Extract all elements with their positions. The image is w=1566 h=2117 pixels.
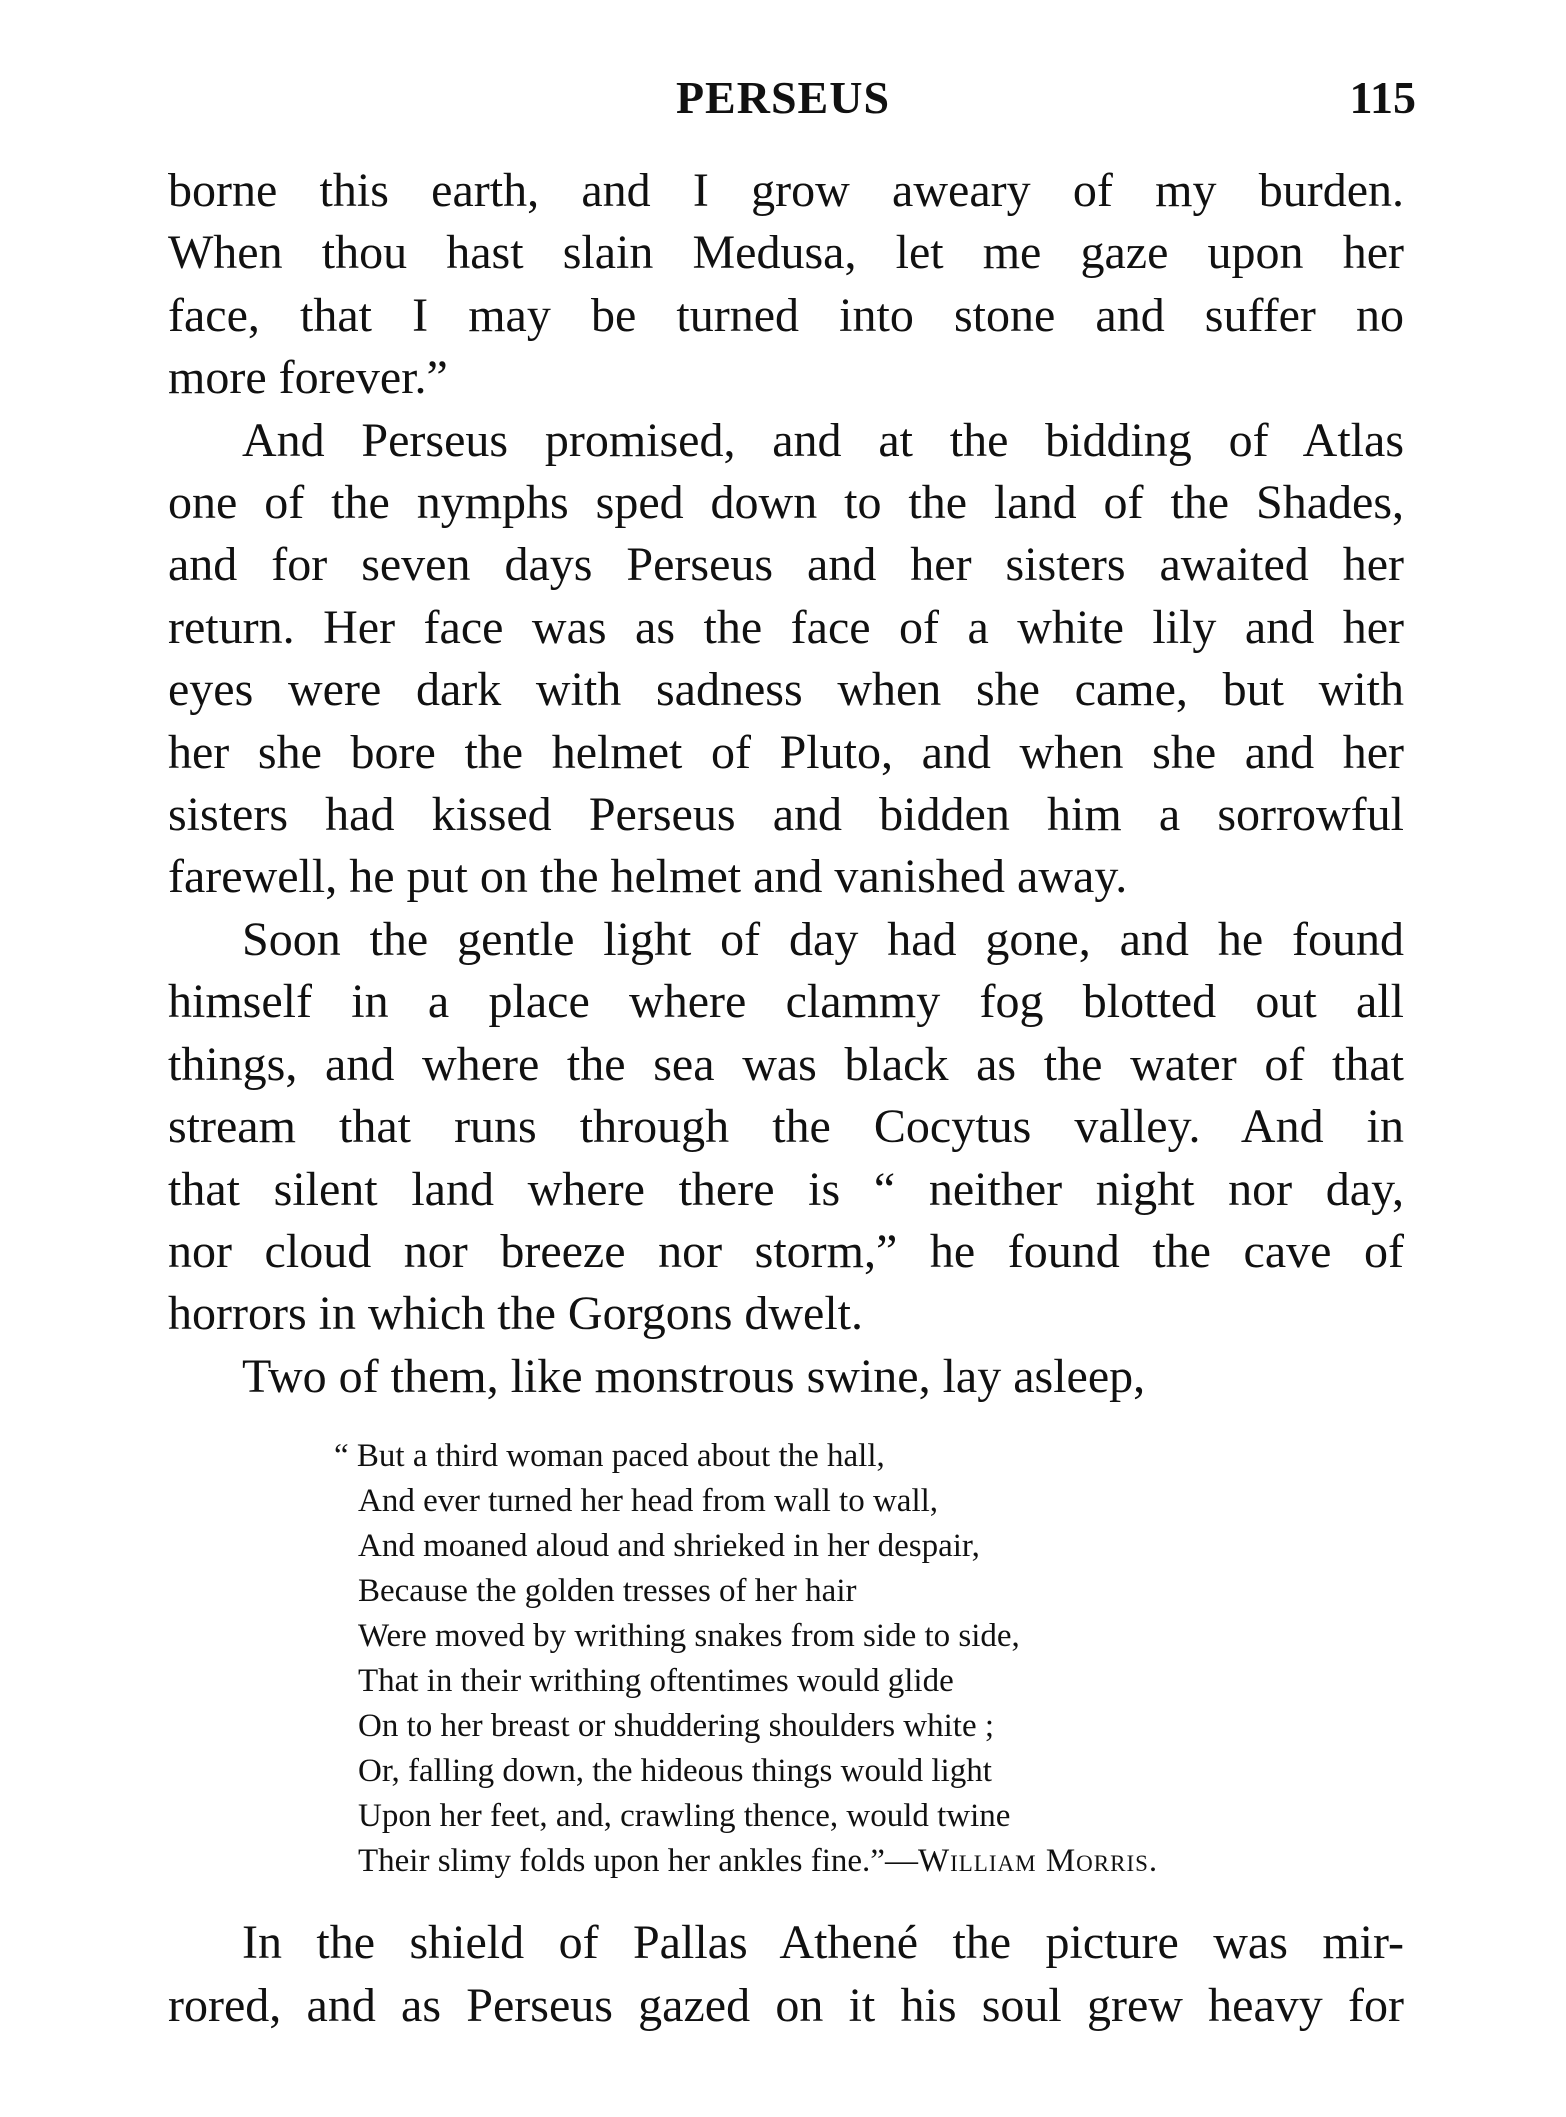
text-line: borne this earth, and I grow aweary of my burden. <box>168 164 1404 217</box>
poem-line: On to her breast or shuddering shoulders white ; <box>358 1708 995 1745</box>
text-line: And Perseus promised, and at the bidding of Atlas <box>242 413 1404 467</box>
paragraph-5 <box>168 1912 1404 2037</box>
text-line: that silent land where there is “ neither night nor day, <box>168 1162 1404 1216</box>
paragraph-4 <box>168 1346 1404 1408</box>
page-number: 115 <box>1349 72 1416 123</box>
poem-attribution: William Morris. <box>917 1843 1159 1880</box>
text-line: horrors in which the Gorgons dwelt. <box>168 1287 864 1341</box>
poem-line-final <box>358 1839 1404 1884</box>
body-text <box>168 160 1404 2037</box>
text-line: face, that I may be turned into stone and suffer no <box>168 288 1404 342</box>
text-line: and for seven days Perseus and her sisters awaited her <box>168 538 1404 592</box>
paragraph-1 <box>168 160 1404 410</box>
poem-line: Were moved by writhing snakes from side to side, <box>358 1618 1020 1655</box>
poem-line: And moaned aloud and shrieked in her despair, <box>358 1528 980 1565</box>
text-line: return. Her face was as the face of a white lily and her <box>168 600 1404 654</box>
text-line: When thou hast slain Medusa, let me gaze upon her <box>168 226 1404 280</box>
text-line: stream that runs through the Cocytus valley. And in <box>168 1100 1404 1154</box>
text-line: eyes were dark with sadness when she came, but with <box>168 663 1404 717</box>
text-line: more forever.” <box>168 351 448 405</box>
text-line: Soon the gentle light of day had gone, and he found <box>242 912 1404 966</box>
page-header <box>0 68 1566 128</box>
text-line: things, and where the sea was black as the water of that <box>168 1037 1404 1091</box>
poem-line: Because the golden tresses of her hair <box>358 1573 857 1610</box>
poem-line: And ever turned her head from wall to wall, <box>358 1483 939 1520</box>
paragraph-3 <box>168 909 1404 1346</box>
text-line: rored, and as Perseus gazed on it his soul grew heavy for <box>168 1978 1404 2032</box>
poem-line: “ But a third woman paced about the hall, <box>334 1438 885 1475</box>
poem-line: Upon her feet, and, crawling thence, would twine <box>358 1798 1011 1835</box>
poem-line-text: Their slimy folds upon her ankles fine.”— <box>358 1843 918 1880</box>
poem-quotation <box>168 1434 1404 1884</box>
poem-line: That in their writhing oftentimes would glide <box>358 1663 954 1700</box>
text-line: In the shield of Pallas Athené the picture was mir- <box>242 1916 1404 1970</box>
text-line: one of the nymphs sped down to the land of the Shades, <box>168 476 1404 530</box>
text-line: himself in a place where clammy fog blotted out all <box>168 975 1404 1029</box>
running-title: PERSEUS <box>675 72 891 123</box>
text-line: nor cloud nor breeze nor storm,” he found the cave of <box>168 1224 1404 1278</box>
text-line: farewell, he put on the helmet and vanished away. <box>168 850 1128 904</box>
text-line: sisters had kissed Perseus and bidden him a sorrowful <box>168 788 1404 842</box>
paragraph-2 <box>168 410 1404 909</box>
poem-line: Or, falling down, the hideous things would light <box>358 1753 992 1790</box>
text-line: Two of them, like monstrous swine, lay asleep, <box>242 1349 1146 1403</box>
text-line: her she bore the helmet of Pluto, and when she and her <box>168 725 1404 779</box>
